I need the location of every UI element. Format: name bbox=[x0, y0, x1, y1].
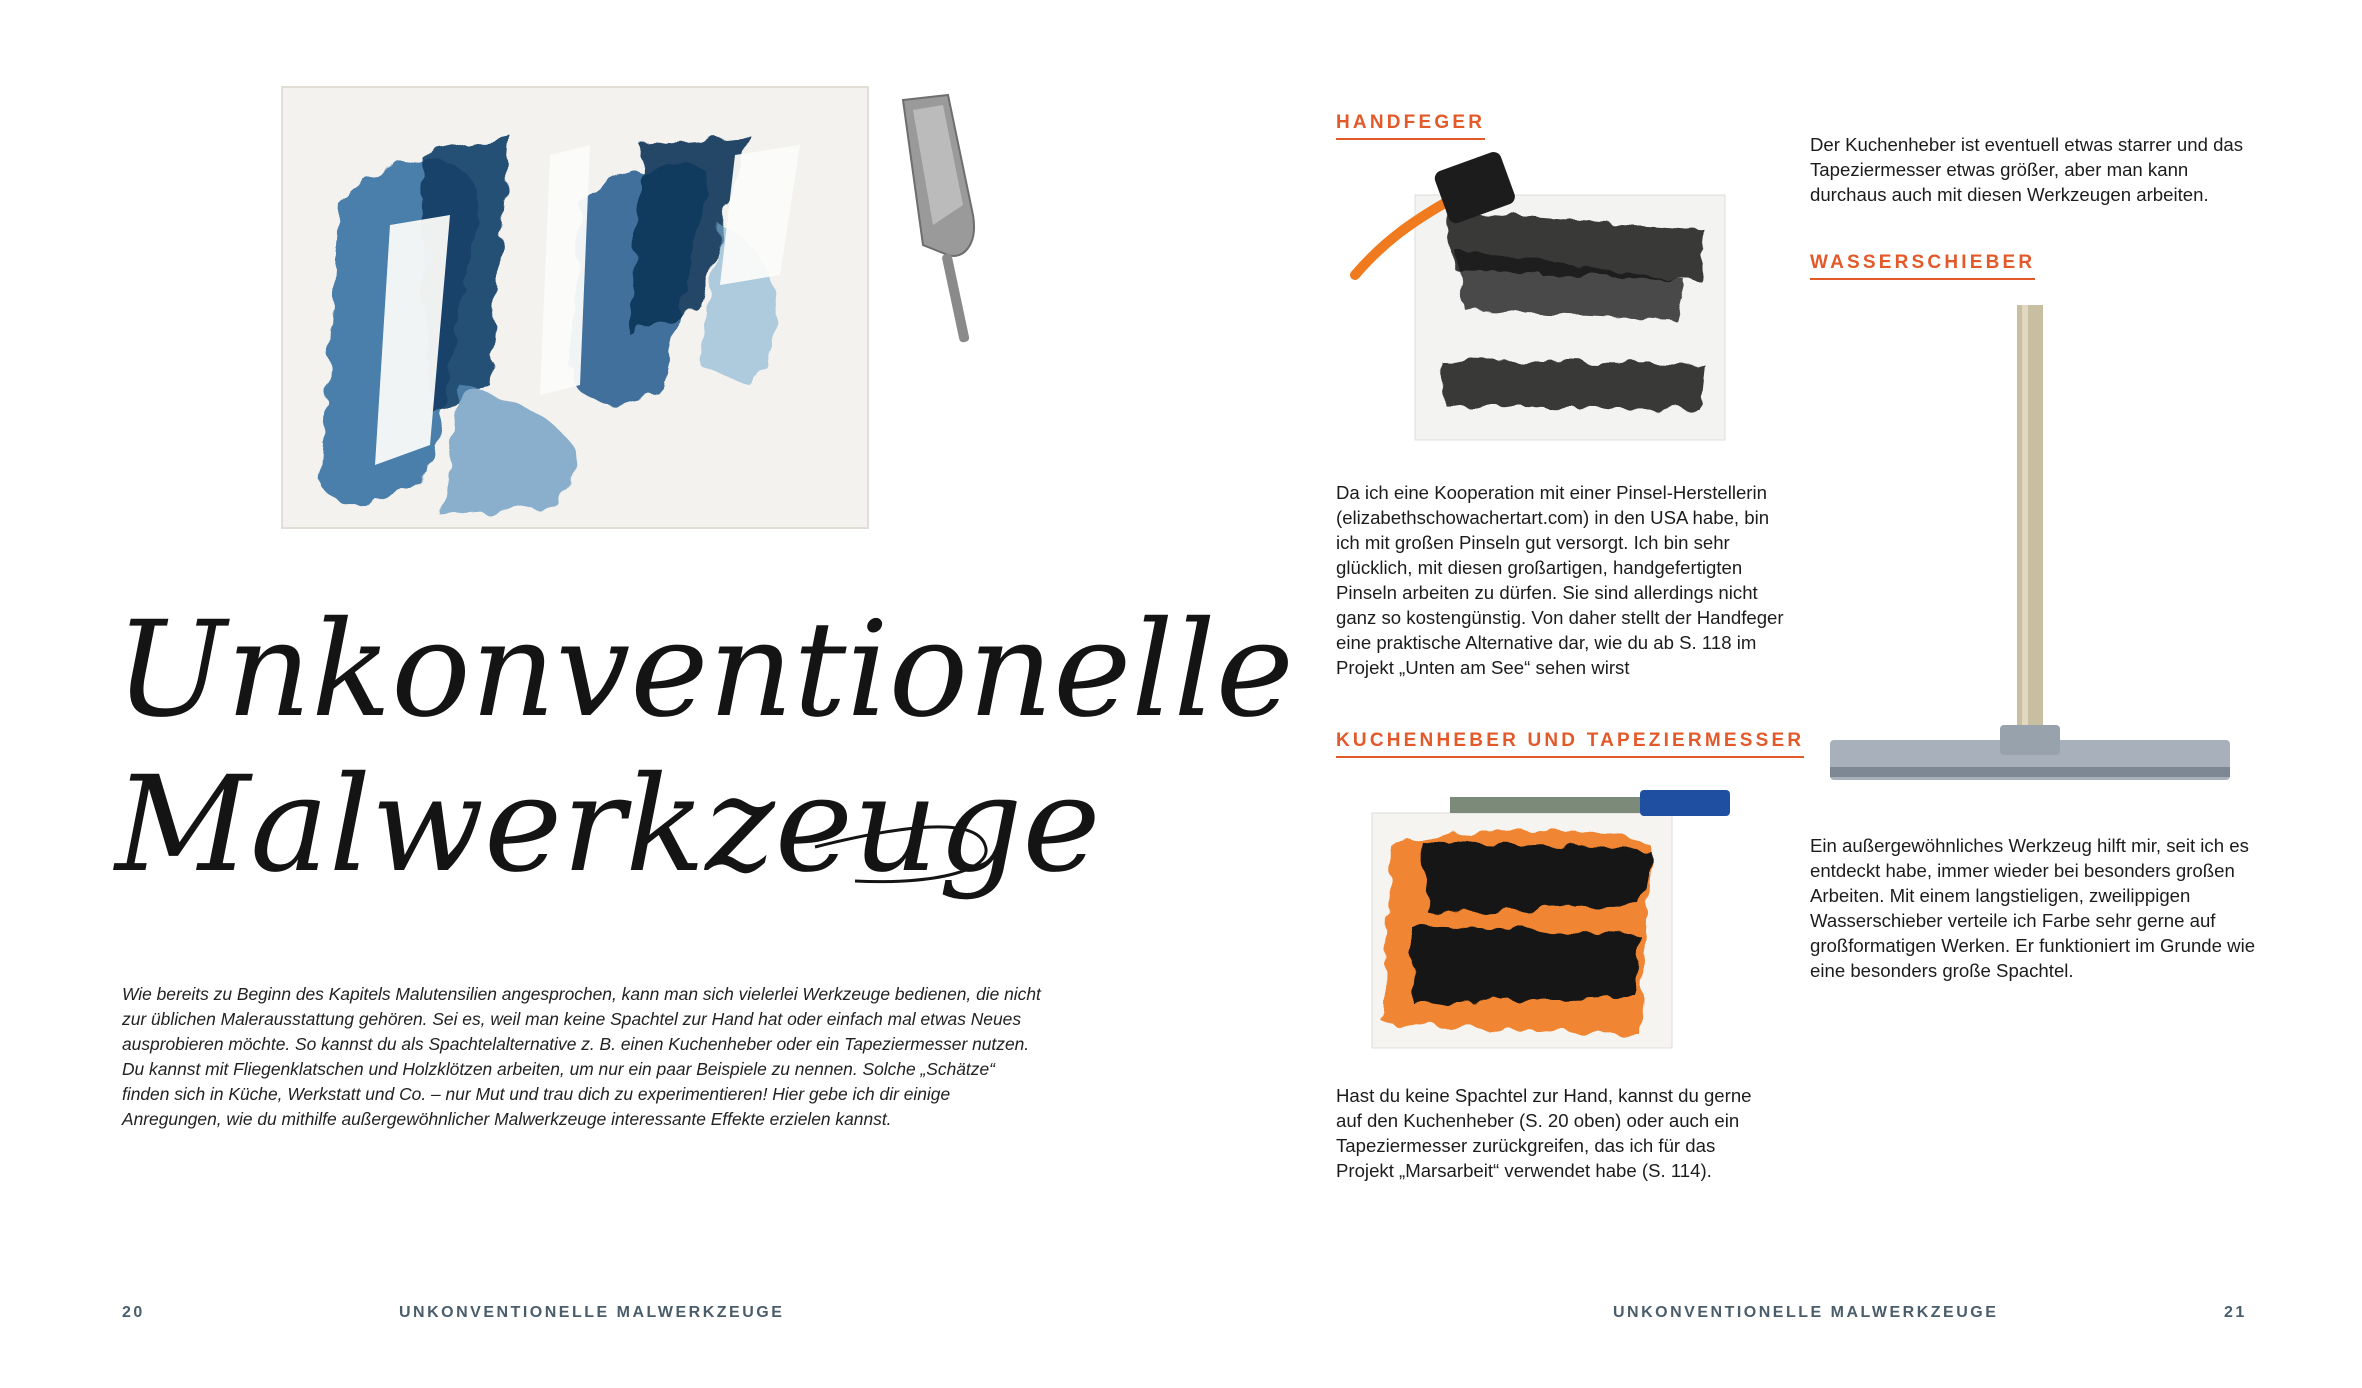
running-head-left: UNKONVENTIONELLE MALWERKZEUGE bbox=[399, 1304, 785, 1321]
page-number-right: 21 bbox=[2224, 1304, 2247, 1321]
wasserschieber-text: Ein außergewöhnliches Werkzeug hilft mir, seit ich es entdeckt habe, immer wieder bei besonders großen Arbeiten. Mit einem langstieligen, zweilippigen Wasserschieber verteile ich Farbe sehr gerne auf großformatigen Werken. Er funktioniert im Grunde wie eine besonders große Spachtel. bbox=[1810, 835, 2256, 981]
cake-server-image bbox=[893, 95, 1005, 355]
running-head-right: UNKONVENTIONELLE MALWERKZEUGE bbox=[1613, 1304, 1999, 1321]
cake-server-note-text: Der Kuchenheber ist eventuell etwas starrer und das Tapeziermesser etwas größer, aber man kann durchaus auch mit diesen Werkzeugen arbeiten. bbox=[1810, 134, 2244, 205]
hand-brush-painting-image bbox=[1345, 150, 1730, 445]
page-number-left: 20 bbox=[122, 1304, 145, 1321]
handfeger-text: Da ich eine Kooperation mit einer Pinsel-Herstellerin (elizabethschowachertart.com) in den USA habe, bin ich mit großen Pinseln gut versorgt. Ich bin sehr glücklich, mit diesen großartigen, handgefertigten Pinseln arbeiten zu dürfen. Sie sind allerdings nicht ganz so kostengünstig. Von daher stellt der Handfeger eine praktische Alternative dar, wie du ab S. 118 im Projekt „Unten am See“ sehen wirst bbox=[1336, 482, 1784, 678]
scraper-painting-image bbox=[1370, 785, 1735, 1050]
heading-wasserschieber: WASSERSCHIEBER bbox=[1810, 252, 2035, 280]
heading-handfeger: HANDFEGER bbox=[1336, 112, 1485, 140]
intro-paragraph: Wie bereits zu Beginn des Kapitels Malutensilien angesprochen, kann man sich vielerlei Werkzeuge bedienen, die nicht zur üblichen Malerausstattung gehören. Sei es, weil man keine Spachtel zur Hand hat oder einfach mal etwas Neues ausprobieren möchte. So kannst du als Spachtelalternative z. B. einen Kuchenheber oder ein Tapeziermesser nutzen. Du kannst mit Fliegenklatschen und Holzklötzen arbeiten, um nur ein paar Beispiele zu nennen. Solche „Schätze“ finden sich in Küche, Werkstatt und Co. – nur Mut und trau dich zu experimentieren! Hier gebe ich dir einige Anregungen, wie du mithilfe außergewöhnlicher Malwerkzeuge interessante Effekte erzielen kannst. bbox=[122, 984, 1041, 1129]
squeegee-image bbox=[1830, 305, 2230, 790]
blue-abstract-painting-image bbox=[280, 85, 870, 530]
chapter-title-line-2: Malwerkzeuge bbox=[115, 748, 1101, 902]
chapter-title bbox=[95, 565, 1294, 985]
heading-kuchenheber: KUCHENHEBER UND TAPEZIERMESSER bbox=[1336, 730, 1804, 758]
chapter-title-line-1: Unkonventionelle bbox=[115, 593, 1294, 747]
kuchenheber-text: Hast du keine Spachtel zur Hand, kannst du gerne auf den Kuchenheber (S. 20 oben) oder auch ein Tapeziermesser zurückgreifen, das ich für das Projekt „Marsarbeit“ verwendet habe (S. 114). bbox=[1336, 1085, 1752, 1181]
